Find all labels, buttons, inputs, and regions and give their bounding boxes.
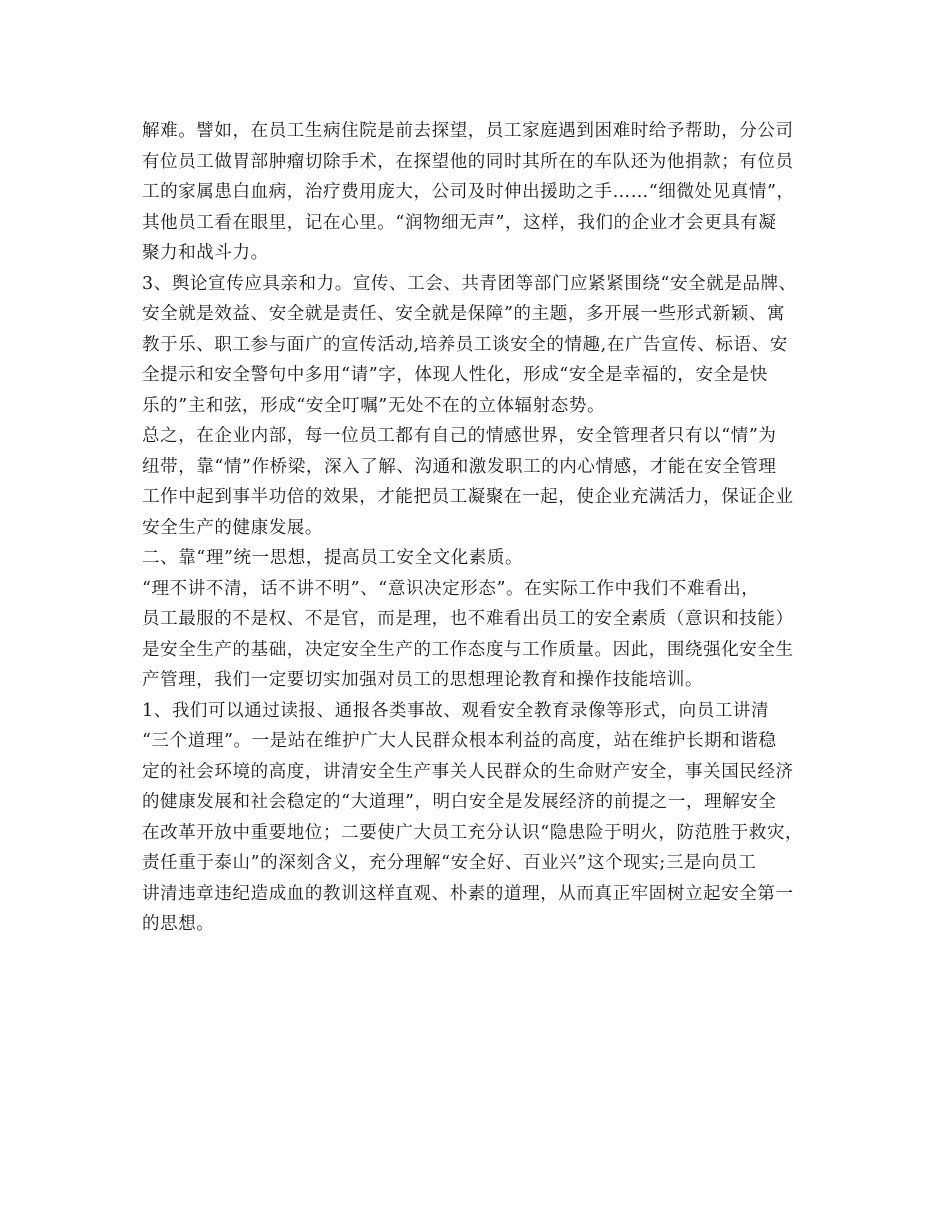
text-line: 乐的”主和弦，形成“安全叮嘱”无处不在的立体辐射态势。 bbox=[142, 395, 606, 416]
text-line: 产管理，我们一定要切实加强对员工的思想理论教育和操作技能培训。 bbox=[142, 670, 704, 690]
text-line: 纽带，靠“情”作桥梁，深入了解、沟通和激发职工的内心情感，才能在安全管理 bbox=[142, 456, 777, 477]
text-line: 聚力和战斗力。 bbox=[142, 243, 269, 263]
text-line: 全提示和安全警句中多用“请”字，体现人性化，形成“安全是幸福的，安全是快 bbox=[142, 365, 768, 385]
text-line: 是安全生产的基础，决定安全生产的工作态度与工作质量。因此，围绕强化安全生 bbox=[142, 639, 794, 660]
text-line: 员工最服的不是权、不是官，而是理，也不难看出员工的安全素质（意识和技能） bbox=[142, 609, 794, 629]
text-line: 安全生产的健康发展。 bbox=[142, 517, 323, 538]
text-line: 教于乐、职工参与面广的宣传活动,培养员工谈安全的情趣,在广告宣传、标语、安 bbox=[142, 334, 788, 355]
text-line: 定的社会环境的高度，讲清安全生产事关人民群众的生命财产安全，事关国民经济 bbox=[142, 761, 794, 782]
text-line: 3、舆论宣传应具亲和力。宣传、工会、共青团等部门应紧紧围绕“安全就是品牌、 bbox=[142, 273, 797, 294]
text-line: 在改革开放中重要地位；二要使广大员工充分认识“隐患险于明火，防范胜于救灾， bbox=[142, 822, 804, 843]
text-line: 的健康发展和社会稳定的“大道理”，明白安全是发展经济的前提之一，理解安全 bbox=[142, 792, 777, 812]
text-line: 的思想。 bbox=[142, 914, 215, 934]
section-heading: 二、靠“理”统一思想，提高员工安全文化素质。 bbox=[142, 548, 524, 568]
text-line: “三个道理”。一是站在维护广大人民群众根本利益的高度，站在维护长期和谐稳 bbox=[142, 731, 777, 751]
text-line: “理不讲不清，话不讲不明”、“意识决定形态”。在实际工作中我们不难看出， bbox=[142, 578, 760, 599]
document-body bbox=[142, 116, 810, 940]
text-line: 1、我们可以通过读报、通报各类事故、观看安全教育录像等形式，向员工讲清 bbox=[142, 700, 770, 721]
text-line: 其他员工看在眼里，记在心里。“润物细无声”，这样，我们的企业才会更具有凝 bbox=[142, 212, 777, 233]
text-line: 工作中起到事半功倍的效果，才能把员工凝聚在一起，使企业充满活力，保证企业 bbox=[142, 487, 794, 507]
text-line: 责任重于泰山”的深刻含义，充分理解“安全好、百业兴”这个现实;三是向员工 bbox=[142, 853, 757, 873]
text-line: 解难。譬如，在员工生病住院是前去探望，员工家庭遇到困难时给予帮助，分公司 bbox=[142, 121, 794, 141]
text-line: 讲清违章违纪造成血的教训这样直观、朴素的道理，从而真正牢固树立起安全第一 bbox=[142, 883, 794, 904]
text-line: 工的家属患白血病，治疗费用庞大，公司及时伸出援助之手……“细微处见真情”， bbox=[142, 182, 795, 202]
text-line: 有位员工做胃部肿瘤切除手术，在探望他的同时其所在的车队还为他捐款；有位员 bbox=[142, 151, 794, 172]
text-line: 安全就是效益、安全就是责任、安全就是保障”的主题，多开展一些形式新颖、寓 bbox=[142, 304, 786, 324]
text-line: 总之，在企业内部，每一位员工都有自己的情感世界，安全管理者只有以“情”为 bbox=[142, 426, 777, 446]
